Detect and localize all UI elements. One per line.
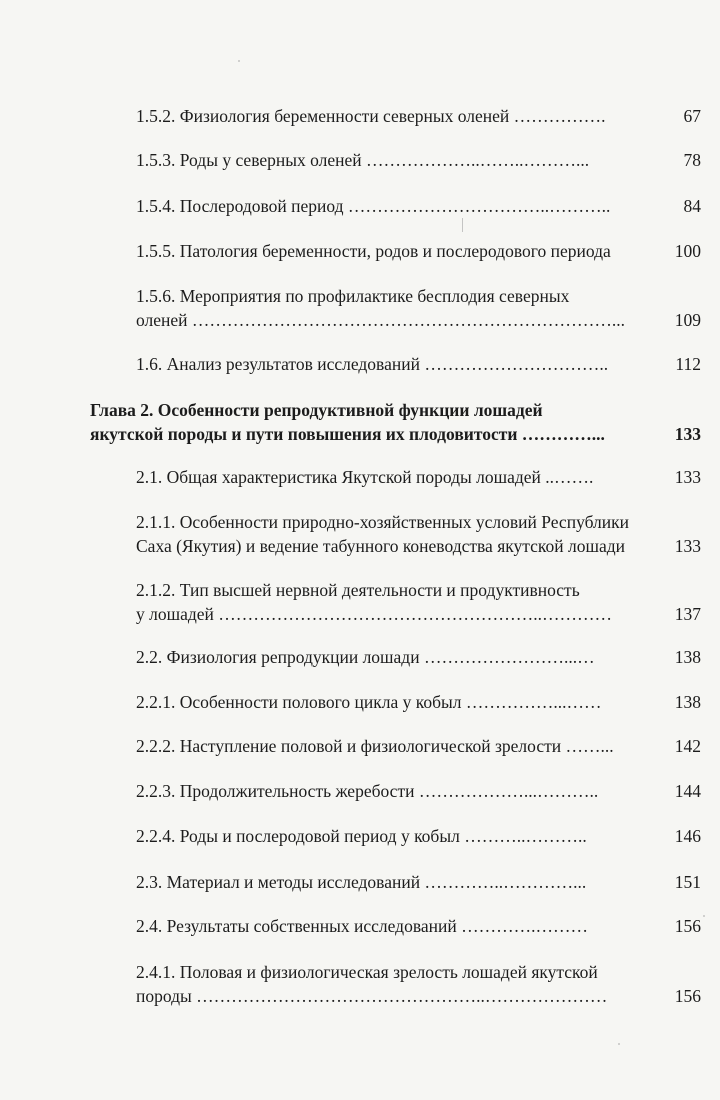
toc-entry-title-continued: у лошадей ………………………………………………..………… bbox=[136, 604, 613, 624]
toc-entry bbox=[136, 914, 701, 938]
toc-entry-title: 2.3. Материал и методы исследований …………..…………... bbox=[136, 872, 587, 892]
toc-entry bbox=[136, 284, 701, 332]
toc-page-number: 156 bbox=[674, 986, 701, 1006]
toc-entry bbox=[136, 510, 701, 558]
toc-entry bbox=[136, 148, 701, 172]
toc-chapter-heading bbox=[90, 398, 701, 446]
toc-page-number: 144 bbox=[674, 781, 701, 801]
toc-entry-title: 2.2. Физиология репродукции лошади ……………………...… bbox=[136, 647, 595, 667]
toc-entry bbox=[136, 194, 701, 218]
toc-entry bbox=[136, 104, 701, 128]
toc-entry-title: 1.5.2. Физиология беременности северных оленей ……………. bbox=[136, 106, 606, 126]
toc-page-number: 67 bbox=[683, 106, 701, 126]
toc-entry bbox=[136, 465, 701, 489]
toc-entry-title: 1.5.5. Патология беременности, родов и послеродового периода bbox=[136, 241, 611, 261]
scan-speck bbox=[462, 218, 463, 232]
toc-entry bbox=[136, 578, 701, 626]
toc-page-number: 138 bbox=[674, 647, 701, 667]
toc-page-number: 138 bbox=[674, 692, 701, 712]
toc-entry-title: 1.5.6. Мероприятия по профилактике бесплодия северных bbox=[136, 286, 570, 306]
toc-entry-title-continued: якутской породы и пути повышения их плодовитости …………... bbox=[90, 424, 605, 444]
toc-entry-title: 1.6. Анализ результатов исследований ………………………….. bbox=[136, 354, 609, 374]
toc-page-number: 100 bbox=[674, 241, 701, 261]
toc-entry bbox=[136, 690, 701, 714]
toc-entry-title: 2.2.3. Продолжительность жеребости ………………...……….. bbox=[136, 781, 599, 801]
toc-entry-title: 2.1. Общая характеристика Якутской породы лошадей ..……. bbox=[136, 467, 594, 487]
toc-entry bbox=[136, 779, 701, 803]
toc-entry bbox=[136, 734, 701, 758]
toc-page-number: 156 bbox=[674, 916, 701, 936]
toc-entry-title: 2.2.2. Наступление половой и физиологической зрелости ……... bbox=[136, 736, 614, 756]
toc-page-number: 78 bbox=[683, 150, 701, 170]
toc-page-number: 146 bbox=[674, 826, 701, 846]
toc-entry-title-continued: породы …………………………………………..………………… bbox=[136, 986, 608, 1006]
toc-page-number: 84 bbox=[683, 196, 701, 216]
toc-entry bbox=[136, 824, 701, 848]
toc-entry-title: 1.5.4. Послеродовой период ……………………………..……….. bbox=[136, 196, 611, 216]
toc-entry-title: 2.1.1. Особенности природно-хозяйственных условий Республики bbox=[136, 512, 630, 532]
toc-entry bbox=[136, 645, 701, 669]
toc-page-number: 133 bbox=[674, 536, 701, 556]
toc-page-number: 133 bbox=[674, 424, 701, 444]
scan-speck bbox=[703, 915, 705, 917]
toc-entry-title: Глава 2. Особенности репродуктивной функции лошадей bbox=[90, 400, 543, 420]
toc-entry-title: 2.2.1. Особенности полового цикла у кобыл ……………...…… bbox=[136, 692, 602, 712]
toc-page-number: 137 bbox=[674, 604, 701, 624]
toc-entry-title: 2.2.4. Роды и послеродовой период у кобыл ………..……….. bbox=[136, 826, 587, 846]
toc-entry bbox=[136, 352, 701, 376]
toc-entry-title: 2.4.1. Половая и физиологическая зрелость лошадей якутской bbox=[136, 962, 598, 982]
toc-entry-title-continued: Саха (Якутия) и ведение табунного коневодства якутской лошади bbox=[136, 536, 625, 556]
toc-entry-title-continued: оленей ………………………………………………………………... bbox=[136, 310, 626, 330]
toc-page-number: 133 bbox=[674, 467, 701, 487]
toc-entry bbox=[136, 870, 701, 894]
toc-page-number: 142 bbox=[674, 736, 701, 756]
toc-page-number: 109 bbox=[674, 310, 701, 330]
toc-entry bbox=[136, 960, 701, 1008]
toc-entry-title: 2.4. Результаты собственных исследований ………….……… bbox=[136, 916, 588, 936]
toc-entry bbox=[136, 239, 701, 263]
scan-speck bbox=[618, 1043, 620, 1045]
toc-page-number: 112 bbox=[675, 354, 701, 374]
toc-entry-title: 1.5.3. Роды у северных оленей ………………..……..………... bbox=[136, 150, 590, 170]
toc-page-number: 151 bbox=[674, 872, 701, 892]
toc-entry-title: 2.1.2. Тип высшей нервной деятельности и продуктивность bbox=[136, 580, 580, 600]
scan-speck bbox=[238, 60, 240, 62]
